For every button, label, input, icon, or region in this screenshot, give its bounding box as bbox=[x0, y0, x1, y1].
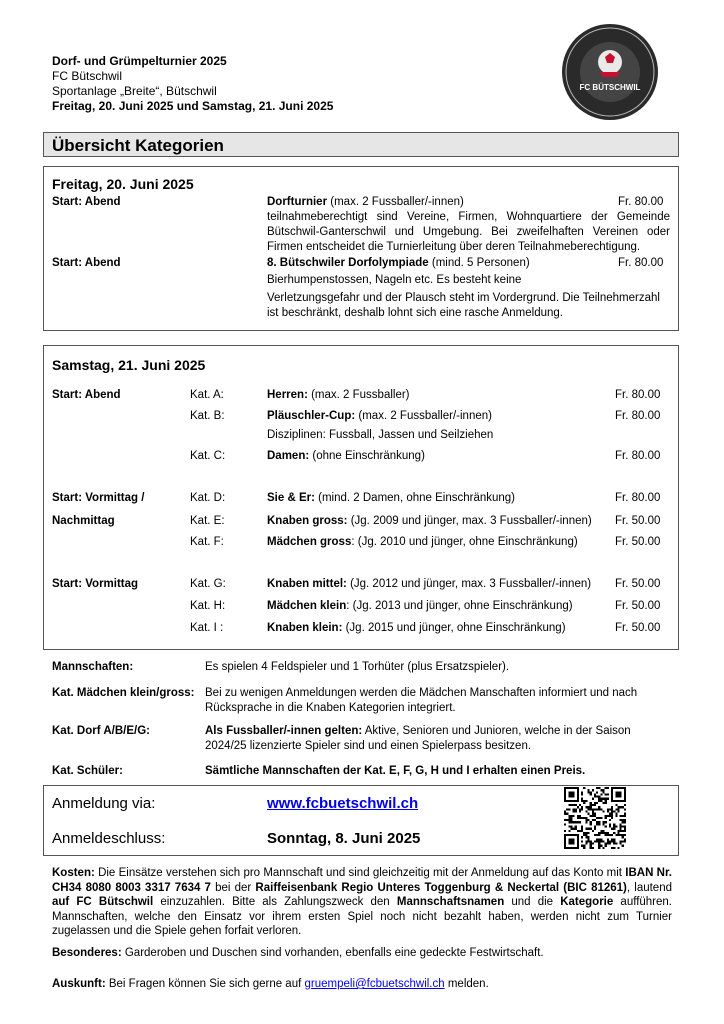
rule-dorf-rest: Aktive, Senioren und Junioren, welche in der Saison 2024/25 lizenzierte Spieler sind und einen Spielerpass besitzen. bbox=[205, 725, 631, 752]
kat-h-label: Kat. H: bbox=[190, 600, 226, 612]
rule-dorf-label: Kat. Dorf A/B/E/G: bbox=[52, 725, 150, 737]
costs-paragraph bbox=[52, 866, 672, 939]
dorfturnier-price: Fr. 80.00 bbox=[618, 196, 664, 208]
info-label: Auskunft: bbox=[52, 978, 106, 990]
dorfolympiade-detail: (mind. 5 Personen) bbox=[428, 257, 530, 269]
rule-girls-text: Bei zu wenigen Anmeldungen werden die Mädchen Manschaften informiert und nach Rücksprache in die Knaben Kategorien integriert. bbox=[205, 687, 638, 714]
costs-text-6: aufführen. Mannschaften, welche den Einsatz vor ihrem ersten Spiel noch nicht bezahlt haben, werden nicht zum Turnier zugelassen und die Spiele gehen forfait verloren. bbox=[52, 896, 673, 937]
dorfolympiade-desc-1: Bierhumpenstossen, Nageln etc. Es besteht keine bbox=[267, 274, 522, 286]
saturday-section bbox=[43, 345, 679, 650]
kat-b-detail: (max. 2 Fussballer/-innen) bbox=[355, 410, 492, 422]
kat-h-detail: : (Jg. 2013 und jünger, ohne Einschränkung) bbox=[346, 600, 573, 612]
dorfolympiade-desc-2: Verletzungsgefahr und der Plausch steht im Vordergrund. Die Teilnehmerzahl ist beschränkt, deshalb lohnt sich eine rasche Anmeldung. bbox=[267, 292, 660, 319]
costs-team-name: Mannschaftsnamen bbox=[396, 896, 505, 908]
info-paragraph bbox=[52, 977, 672, 992]
overview-title-bar bbox=[43, 132, 679, 157]
costs-text-4: einzuzahlen. Bitte als Zahlungszweck den bbox=[153, 896, 397, 908]
event-title: Dorf- und Grümpelturnier 2025 bbox=[52, 54, 227, 68]
kat-i bbox=[267, 621, 566, 636]
costs-text-5: und die bbox=[504, 896, 561, 908]
dorfturnier-detail: (max. 2 Fussballer/-innen) bbox=[327, 196, 464, 208]
friday-start-1: Start: Abend bbox=[52, 196, 121, 208]
kat-a-price: Fr. 80.00 bbox=[615, 389, 661, 401]
rule-schueler-text: Sämtliche Mannschaften der Kat. E, F, G, H und I erhalten einen Preis. bbox=[205, 765, 586, 777]
saturday-start-day-2: Nachmittag bbox=[52, 515, 115, 527]
event-dates: Freitag, 20. Juni 2025 und Samstag, 21. Juni 2025 bbox=[52, 99, 334, 113]
special-label: Besonderes: bbox=[52, 947, 122, 959]
friday-start-2: Start: Abend bbox=[52, 257, 121, 269]
kat-i-detail: (Jg. 2015 und jünger, ohne Einschränkung) bbox=[342, 622, 566, 634]
rule-dorf-text bbox=[205, 724, 675, 754]
kat-c bbox=[267, 449, 425, 464]
costs-label: Kosten: bbox=[52, 867, 95, 879]
kat-d bbox=[267, 491, 515, 506]
kat-d-name: Sie & Er: bbox=[267, 492, 315, 504]
kat-d-label: Kat. D: bbox=[190, 492, 226, 504]
qr-code-icon[interactable] bbox=[564, 787, 626, 849]
rule-teams-label: Mannschaften: bbox=[52, 661, 134, 673]
kat-h bbox=[267, 599, 573, 614]
kat-c-price: Fr. 80.00 bbox=[615, 450, 661, 462]
dorfturnier-desc: teilnahmeberechtigt sind Vereine, Firmen, Wohnquartiere der Gemeinde Bütschwil-Ganterschwil und Umgebung. Bei zweifelhaften Vereinen oder Firmen entscheidet die Turnierleitung über deren Teilnahmeberechtigung. bbox=[267, 211, 670, 253]
kat-e-name: Knaben gross: bbox=[267, 515, 348, 527]
kat-b-name: Pläuschler-Cup: bbox=[267, 410, 356, 422]
kat-i-name: Knaben klein: bbox=[267, 622, 343, 634]
kat-b-label: Kat. B: bbox=[190, 410, 225, 422]
kat-d-detail: (mind. 2 Damen, ohne Einschränkung) bbox=[314, 492, 516, 504]
special-paragraph bbox=[52, 946, 672, 961]
saturday-heading: Samstag, 21. Juni 2025 bbox=[52, 357, 206, 373]
registration-via-label: Anmeldung via: bbox=[52, 795, 156, 812]
kat-g bbox=[267, 577, 591, 592]
kat-a-detail: (max. 2 Fussballer) bbox=[307, 389, 410, 401]
special-text: Garderoben und Duschen sind vorhanden, ebenfalls eine gedeckte Festwirtschaft. bbox=[121, 947, 544, 959]
kat-h-price: Fr. 50.00 bbox=[615, 600, 661, 612]
kat-e bbox=[267, 514, 592, 529]
saturday-start-evening: Start: Abend bbox=[52, 389, 121, 401]
kat-g-label: Kat. G: bbox=[190, 578, 226, 590]
costs-payee: auf FC Bütschwil bbox=[52, 896, 154, 908]
saturday-start-day: Start: Vormittag / bbox=[52, 492, 145, 504]
overview-title: Übersicht Kategorien bbox=[52, 136, 224, 155]
kat-f-name: Mädchen gross bbox=[267, 536, 352, 548]
costs-text-2: bei der bbox=[210, 881, 256, 894]
friday-heading: Freitag, 20. Juni 2025 bbox=[52, 176, 194, 192]
kat-i-price: Fr. 50.00 bbox=[615, 622, 661, 634]
rule-schueler-label: Kat. Schüler: bbox=[52, 765, 123, 777]
kat-i-label: Kat. I : bbox=[190, 622, 224, 634]
costs-text-3: , lautend bbox=[626, 881, 672, 894]
kat-g-name: Knaben mittel: bbox=[267, 578, 347, 590]
costs-iban: IBAN Nr. CH34 8080 8003 3317 7634 7 bbox=[52, 867, 672, 894]
kat-g-detail: (Jg. 2012 und jünger, max. 3 Fussballer/-innen) bbox=[346, 578, 592, 590]
kat-c-label: Kat. C: bbox=[190, 450, 226, 462]
kat-a-name: Herren: bbox=[267, 389, 308, 401]
logo-text: FC BÜTSCHWIL bbox=[579, 83, 641, 92]
kat-f bbox=[267, 535, 578, 550]
dorfturnier-name: Dorfturnier bbox=[267, 196, 328, 208]
friday-row-2 bbox=[267, 256, 627, 271]
friday-section bbox=[43, 166, 679, 331]
kat-e-detail: (Jg. 2009 und jünger, max. 3 Fussballer/-innen) bbox=[347, 515, 592, 527]
kat-b-price: Fr. 80.00 bbox=[615, 410, 661, 422]
dorfolympiade-name: 8. Bütschwiler Dorfolympiade bbox=[267, 257, 429, 269]
dorfolympiade-price: Fr. 80.00 bbox=[618, 257, 664, 269]
kat-f-detail: : (Jg. 2010 und jünger, ohne Einschränkung) bbox=[351, 536, 578, 548]
registration-deadline-value: Sonntag, 8. Juni 2025 bbox=[267, 830, 421, 847]
registration-website-link[interactable]: www.fcbuetschwil.ch bbox=[267, 795, 419, 812]
kat-b bbox=[267, 409, 492, 424]
info-text-2: melden. bbox=[444, 978, 489, 990]
costs-text-1: Die Einsätze verstehen sich pro Mannschaft und sind gleichzeitig mit der Anmeldung auf das Konto mit bbox=[94, 867, 626, 879]
friday-row-1 bbox=[267, 195, 667, 210]
info-text-1: Bei Fragen können Sie sich gerne auf bbox=[105, 978, 305, 990]
club-name: FC Bütschwil bbox=[52, 69, 123, 83]
info-email-link[interactable]: gruempeli@fcbuetschwil.ch bbox=[304, 978, 445, 990]
kat-e-price: Fr. 50.00 bbox=[615, 515, 661, 527]
costs-category: Kategorie bbox=[560, 896, 614, 908]
saturday-start-morning: Start: Vormittag bbox=[52, 578, 139, 590]
costs-bank: Raiffeisenbank Regio Unteres Toggenburg & Neckertal (BIC 81261) bbox=[255, 881, 627, 894]
kat-c-name: Damen: bbox=[267, 450, 310, 462]
kat-a-label: Kat. A: bbox=[190, 389, 224, 401]
kat-f-label: Kat. F: bbox=[190, 536, 224, 548]
club-logo bbox=[560, 22, 660, 122]
registration-deadline-label: Anmeldeschluss: bbox=[52, 830, 166, 847]
kat-b-sub: Disziplinen: Fussball, Jassen und Seilziehen bbox=[267, 429, 494, 441]
kat-a bbox=[267, 388, 410, 403]
kat-d-price: Fr. 80.00 bbox=[615, 492, 661, 504]
kat-h-name: Mädchen klein bbox=[267, 600, 347, 612]
rule-girls-label: Kat. Mädchen klein/gross: bbox=[52, 687, 195, 699]
kat-g-price: Fr. 50.00 bbox=[615, 578, 661, 590]
rule-teams-text: Es spielen 4 Feldspieler und 1 Torhüter (plus Ersatzspieler). bbox=[205, 661, 510, 673]
kat-c-detail: (ohne Einschränkung) bbox=[309, 450, 425, 462]
venue: Sportanlage „Breite“, Bütschwil bbox=[52, 84, 217, 98]
kat-f-price: Fr. 50.00 bbox=[615, 536, 661, 548]
rule-dorf-bold: Als Fussballer/-innen gelten: bbox=[205, 725, 363, 737]
kat-e-label: Kat. E: bbox=[190, 515, 225, 527]
